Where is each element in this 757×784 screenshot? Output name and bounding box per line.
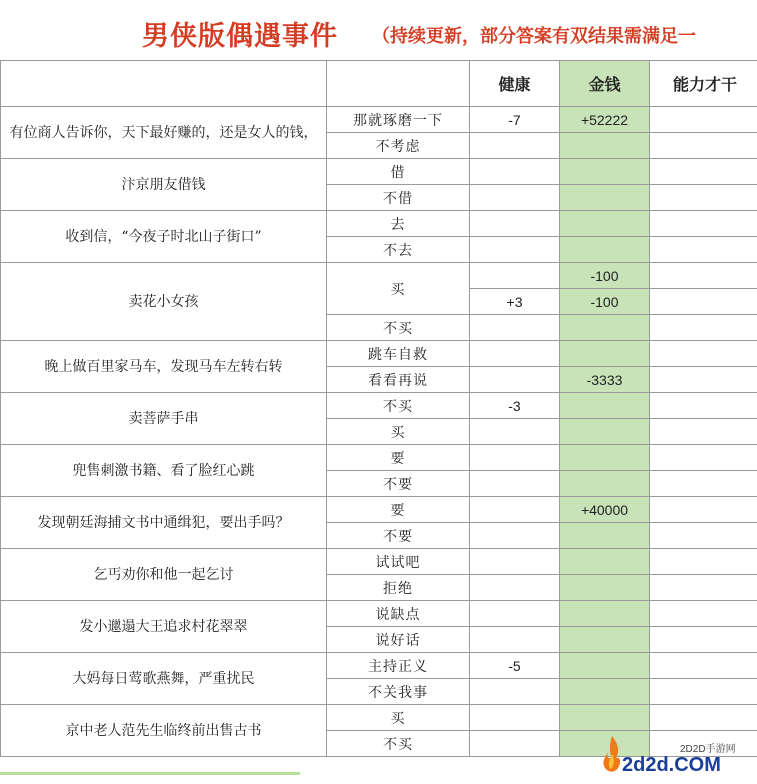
- header-event: [1, 61, 327, 107]
- ability-cell: [650, 263, 757, 289]
- ability-cell: [650, 393, 757, 419]
- choice-cell: 说好话: [327, 627, 470, 653]
- header-choice: [327, 61, 470, 107]
- table-row: [1, 211, 757, 237]
- events-table: [0, 60, 757, 757]
- health-cell: [470, 601, 560, 627]
- ability-cell: [650, 211, 757, 237]
- choice-cell: 要: [327, 445, 470, 471]
- choice-cell: 借: [327, 159, 470, 185]
- money-cell: [560, 419, 650, 445]
- ability-cell: [650, 315, 757, 341]
- choice-cell: 试试吧: [327, 549, 470, 575]
- choice-cell: 要: [327, 497, 470, 523]
- choice-cell: 看看再说: [327, 367, 470, 393]
- health-cell: [470, 133, 560, 159]
- title-bar: [0, 0, 757, 60]
- choice-cell: 买: [327, 705, 470, 731]
- event-cell: 晚上做百里家马车，发现马车左转右转: [1, 341, 327, 393]
- ability-cell: [650, 367, 757, 393]
- ability-cell: [650, 159, 757, 185]
- choice-cell: 不关我事: [327, 679, 470, 705]
- watermark-site-name: 2D2D手游网: [680, 744, 736, 755]
- event-cell: 大妈每日莺歌燕舞，严重扰民: [1, 653, 327, 705]
- page-title: 男侠版偶遇事件: [142, 21, 338, 52]
- ability-cell: [650, 497, 757, 523]
- health-cell: [470, 705, 560, 731]
- ability-cell: [650, 133, 757, 159]
- ability-cell: [650, 471, 757, 497]
- ability-cell: [650, 523, 757, 549]
- choice-cell: 说缺点: [327, 601, 470, 627]
- flame-logo-icon: [600, 734, 624, 774]
- choice-cell: 不买: [327, 315, 470, 341]
- money-cell: [560, 471, 650, 497]
- health-cell: -5: [470, 653, 560, 679]
- health-cell: -7: [470, 107, 560, 133]
- ability-cell: [650, 575, 757, 601]
- money-cell: [560, 393, 650, 419]
- event-cell: 卖花小女孩: [1, 263, 327, 341]
- event-cell: 汴京朋友借钱: [1, 159, 327, 211]
- ability-cell: [650, 237, 757, 263]
- ability-cell: [650, 185, 757, 211]
- ability-cell: [650, 289, 757, 315]
- table-row: [1, 601, 757, 627]
- table-row: [1, 653, 757, 679]
- event-cell: 卖菩萨手串: [1, 393, 327, 445]
- choice-cell: 买: [327, 419, 470, 445]
- ability-cell: [650, 549, 757, 575]
- choice-cell: 去: [327, 211, 470, 237]
- table-row: [1, 263, 757, 289]
- health-cell: [470, 627, 560, 653]
- money-cell: [560, 601, 650, 627]
- header-row: [1, 61, 757, 107]
- health-cell: [470, 341, 560, 367]
- choice-cell: 不考虑: [327, 133, 470, 159]
- health-cell: [470, 419, 560, 445]
- money-cell: -100: [560, 289, 650, 315]
- event-cell: 收到信，“今夜子时北山子街口”: [1, 211, 327, 263]
- health-cell: [470, 549, 560, 575]
- ability-cell: [650, 601, 757, 627]
- money-cell: [560, 653, 650, 679]
- choice-cell: 不买: [327, 731, 470, 757]
- event-cell: 发小邋遢大王追求村花翠翠: [1, 601, 327, 653]
- event-cell: 乞丐劝你和他一起乞讨: [1, 549, 327, 601]
- choice-cell: 不要: [327, 471, 470, 497]
- table-row: [1, 341, 757, 367]
- choice-cell: 不要: [327, 523, 470, 549]
- choice-cell: 不买: [327, 393, 470, 419]
- page-subtitle: （持续更新，部分答案有双结果需满足一: [372, 26, 696, 47]
- health-cell: +3: [470, 289, 560, 315]
- ability-cell: [650, 419, 757, 445]
- money-cell: [560, 627, 650, 653]
- ability-cell: [650, 107, 757, 133]
- health-cell: [470, 367, 560, 393]
- event-cell: 发现朝廷海捕文书中通缉犯，要出手吗？: [1, 497, 327, 549]
- health-cell: [470, 159, 560, 185]
- choice-cell: 主持正义: [327, 653, 470, 679]
- table-row: [1, 549, 757, 575]
- money-cell: [560, 445, 650, 471]
- health-cell: [470, 237, 560, 263]
- choice-cell: 买: [327, 263, 470, 315]
- ability-cell: [650, 653, 757, 679]
- money-cell: [560, 549, 650, 575]
- header-ability: 能力才干: [650, 61, 757, 107]
- money-cell: [560, 133, 650, 159]
- money-cell: [560, 523, 650, 549]
- table-row: [1, 159, 757, 185]
- money-cell: -3333: [560, 367, 650, 393]
- header-money: 金钱: [560, 61, 650, 107]
- choice-cell: 不借: [327, 185, 470, 211]
- health-cell: [470, 523, 560, 549]
- money-cell: [560, 679, 650, 705]
- ability-cell: [650, 445, 757, 471]
- ability-cell: [650, 679, 757, 705]
- table-row: [1, 107, 757, 133]
- event-cell: 兜售刺激书籍、看了脸红心跳: [1, 445, 327, 497]
- money-cell: +52222: [560, 107, 650, 133]
- health-cell: -3: [470, 393, 560, 419]
- health-cell: [470, 497, 560, 523]
- header-health: 健康: [470, 61, 560, 107]
- money-cell: [560, 211, 650, 237]
- health-cell: [470, 315, 560, 341]
- money-cell: [560, 341, 650, 367]
- choice-cell: 那就琢磨一下: [327, 107, 470, 133]
- ability-cell: [650, 627, 757, 653]
- table-row: [1, 497, 757, 523]
- money-cell: [560, 575, 650, 601]
- money-cell: [560, 237, 650, 263]
- health-cell: [470, 263, 560, 289]
- choice-cell: 不去: [327, 237, 470, 263]
- health-cell: [470, 185, 560, 211]
- health-cell: [470, 211, 560, 237]
- watermark-logo-text: 2d2d.COM: [622, 754, 721, 776]
- health-cell: [470, 471, 560, 497]
- money-cell: [560, 185, 650, 211]
- event-cell: 京中老人范先生临终前出售古书: [1, 705, 327, 757]
- health-cell: [470, 575, 560, 601]
- money-cell: [560, 315, 650, 341]
- health-cell: [470, 731, 560, 757]
- money-cell: -100: [560, 263, 650, 289]
- site-watermark: [596, 724, 757, 784]
- ability-cell: [650, 341, 757, 367]
- choice-cell: 跳车自救: [327, 341, 470, 367]
- health-cell: [470, 445, 560, 471]
- table-row: [1, 445, 757, 471]
- choice-cell: 拒绝: [327, 575, 470, 601]
- money-cell: [560, 159, 650, 185]
- event-cell: 有位商人告诉你，天下最好赚的，还是女人的钱，: [1, 107, 327, 159]
- health-cell: [470, 679, 560, 705]
- money-cell: +40000: [560, 497, 650, 523]
- footer-divider: [0, 772, 300, 775]
- table-row: [1, 393, 757, 419]
